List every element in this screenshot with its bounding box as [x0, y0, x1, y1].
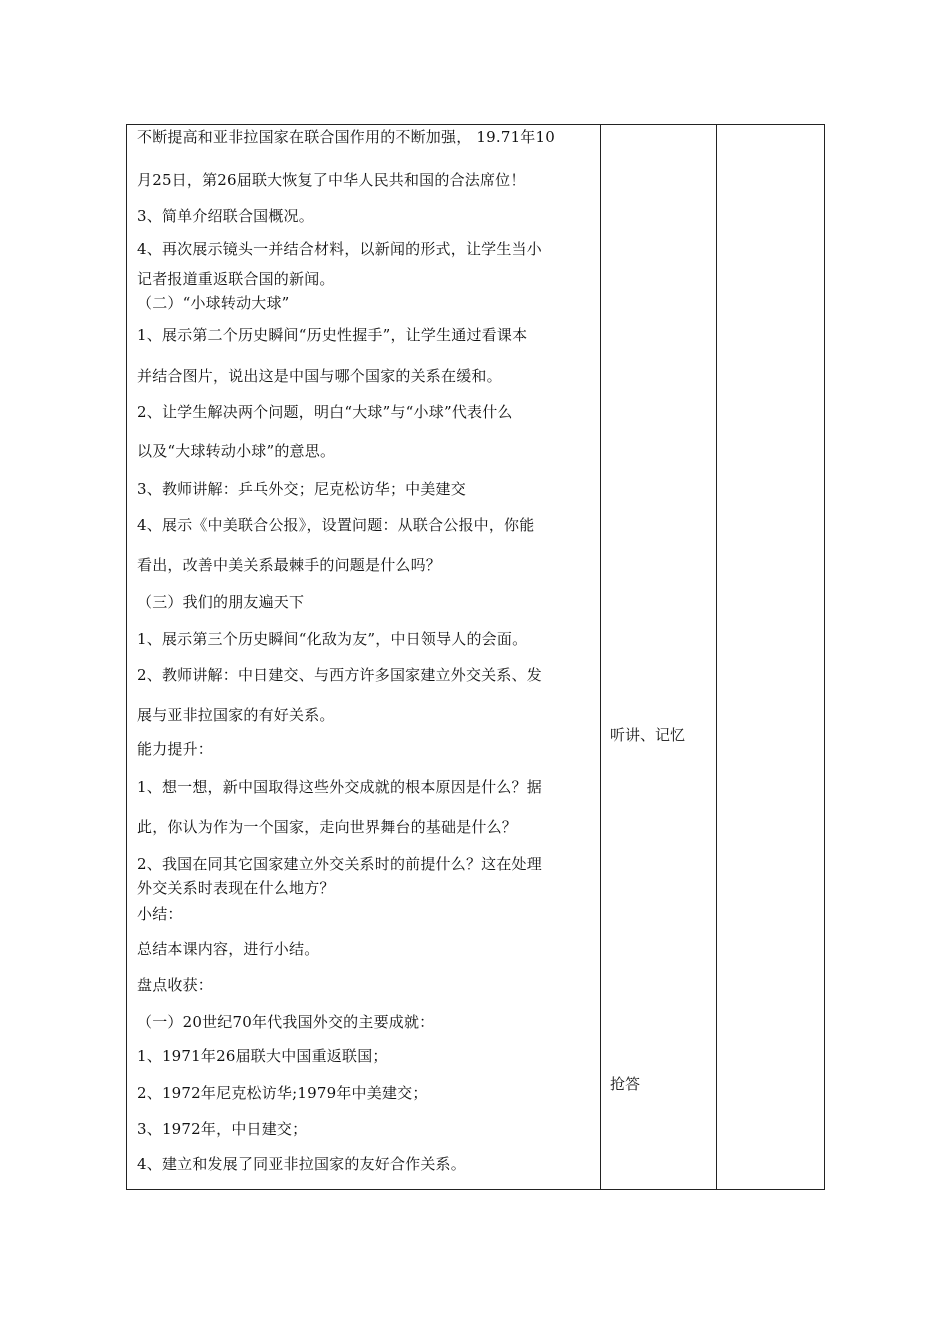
lesson-line: 1、展示第三个历史瞬间“化敌为友”，中日领导人的会面。	[137, 630, 528, 648]
lesson-line: 1、1971年26届联大中国重返联国；	[137, 1047, 388, 1065]
lesson-line: 4、再次展示镜头一并结合材料，以新闻的形式，让学生当小	[137, 240, 542, 258]
lesson-line: 2、让学生解决两个问题，明白“大球”与“小球”代表什么	[137, 403, 513, 421]
lesson-line: 能力提升：	[137, 740, 214, 758]
lesson-line: 展与亚非拉国家的有好关系。	[137, 706, 335, 724]
lesson-line: 盘点收获：	[137, 976, 214, 994]
student-activity-listen: 听讲、记忆	[610, 726, 686, 744]
column-divider-1	[600, 125, 601, 1189]
student-activity-answer: 抢答	[610, 1075, 641, 1093]
lesson-line: 4、展示《中美联合公报》，设置问题：从联合公报中，你能	[137, 516, 535, 534]
lesson-line: 并结合图片，说出这是中国与哪个国家的关系在缓和。	[137, 367, 502, 385]
lesson-line: 3、教师讲解：乒乓外交；尼克松访华；中美建交	[137, 480, 466, 498]
lesson-plan-table	[126, 124, 825, 1190]
lesson-line: 小结：	[137, 905, 183, 923]
lesson-line: 此，你认为作为一个国家，走向世界舞台的基础是什么？	[137, 818, 518, 836]
lesson-line: 记者报道重返联合国的新闻。	[137, 270, 335, 288]
lesson-line: 不断提高和亚非拉国家在联合国作用的不断加强， 19.71年10	[137, 128, 555, 146]
lesson-line: 2、教师讲解：中日建交、与西方许多国家建立外交关系、发	[137, 666, 542, 684]
column-divider-2	[716, 125, 717, 1189]
lesson-line: （二）“小球转动大球”	[137, 294, 290, 312]
lesson-line: 2、我国在同其它国家建立外交关系时的前提什么？这在处理	[137, 855, 542, 873]
lesson-line: （三）我们的朋友遍天下	[137, 593, 305, 611]
lesson-line: 1、想一想，新中国取得这些外交成就的根本原因是什么？据	[137, 778, 542, 796]
lesson-line: 1、展示第二个历史瞬间“历史性握手”，让学生通过看课本	[137, 326, 528, 344]
lesson-line: 总结本课内容，进行小结。	[137, 940, 320, 958]
lesson-line: 看出，改善中美关系最棘手的问题是什么吗？	[137, 556, 442, 574]
lesson-line: 2、1972年尼克松访华;1979年中美建交；	[137, 1084, 428, 1102]
lesson-line: 3、1972年，中日建交；	[137, 1120, 308, 1138]
lesson-line: 月25日，第26届联大恢复了中华人民共和国的合法席位！	[137, 171, 526, 189]
lesson-line: 4、建立和发展了同亚非拉国家的友好合作关系。	[137, 1155, 466, 1173]
lesson-line: 3、简单介绍联合国概况。	[137, 207, 314, 225]
lesson-line: （一）20世纪70年代我国外交的主要成就：	[137, 1013, 435, 1031]
lesson-line: 外交关系时表现在什么地方？	[137, 879, 335, 897]
lesson-line: 以及“大球转动小球”的意思。	[137, 442, 336, 460]
